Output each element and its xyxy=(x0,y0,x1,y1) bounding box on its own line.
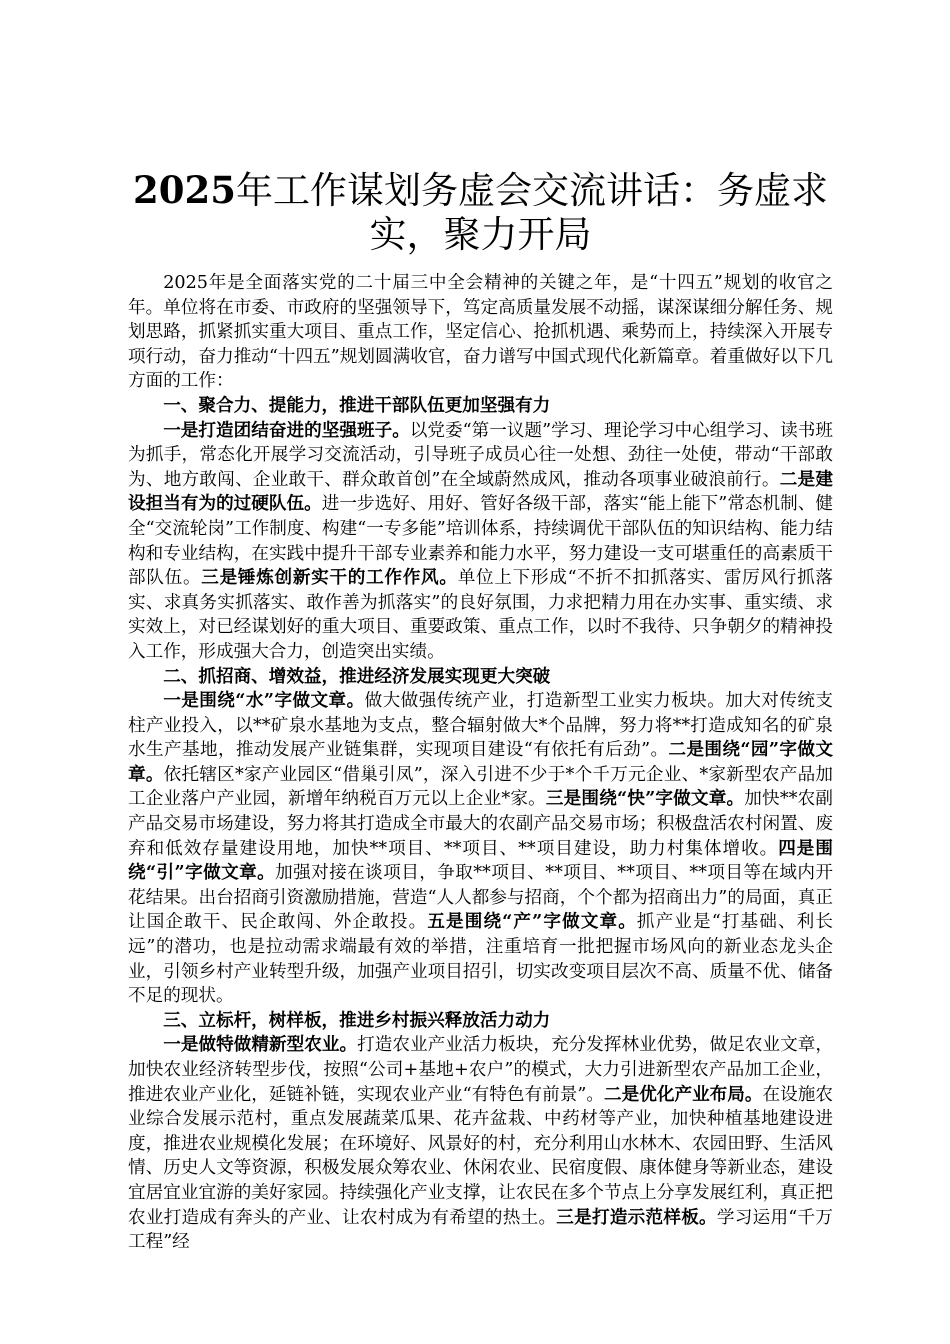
section-2-point-5-title: 五是围绕“产”字做文章。 xyxy=(427,911,637,933)
section-3-point-3-text: 学习运用“千万工程”经 xyxy=(128,1207,833,1253)
section-1-heading: 一、聚合力、提能力，推进干部队伍更加坚强有力 xyxy=(163,394,551,416)
section-3-heading: 三、立标杆，树样板，推进乡村振兴释放活力动力 xyxy=(163,1009,551,1031)
intro-paragraph: 2025年是全面落实党的二十届三中全会精神的关键之年，是“十四五”规划的收官之年。单位将在市委、市政府的坚强领导下，笃定高质量发展不动摇，谋深谋细分解任务、规划思路，抓紧抓实重大项目、重点工作，坚定信心、抢抓机遇、乘势而上，持续深入开展专项行动，奋力推动“十四五”规划圆满收官，奋力谱写中国式现代化新篇章。着重做好以下几方面的工作： xyxy=(128,273,833,392)
section-3-point-2-text: 在设施农业综合发展示范村，重点发展蔬菜瓜果、花卉盆栽、中药材等产业，加快种植基地建设进度，推进农业规模化发展；在环境好、风景好的村，充分利用山水林木、农园田野、生活风情、历史人文等资源，积极发展众筹农业、休闲农业、民宿度假、康体健身等新业态，建设宜居宜业宜游的美好家园。持续强化产业支撑，让农民在多个节点上分享发展红利，真正把农业打造成有奔头的产业、让农村成为有希望的热土。 xyxy=(128,1084,833,1228)
document-title xyxy=(128,168,833,257)
section-2-paragraph xyxy=(128,689,833,1009)
section-1-point-3-title: 三是锤炼创新实干的工作作风。 xyxy=(201,567,458,589)
section-2-heading: 二、抓招商、增效益，推进经济发展实现更大突破 xyxy=(163,665,551,687)
section-1-paragraph xyxy=(128,419,833,665)
title-year: 2025 xyxy=(133,168,236,212)
section-2-point-1-title: 一是围绕“水”字做文章。 xyxy=(163,690,365,712)
section-3-paragraph xyxy=(128,1033,833,1254)
section-2-point-2-title: 二是围绕“园”字做文章。 xyxy=(128,739,833,785)
section-2-point-4-text: 加强对接在谈项目，争取**项目、**项目、**项目、**项目等在域内开花结果。出台招商引资激励措施，营造“人人都参与招商，个个都为招商出力”的局面，真正让国企敢干、民企敢闯、外企敢投。 xyxy=(128,863,833,933)
section-1-point-2-title: 二是建设担当有为的过硬队伍。 xyxy=(128,468,833,515)
document-page xyxy=(128,168,833,1255)
section-2-point-3-text: 加快**农副产品交易市场建设，努力将其打造成全市最大的农副产品交易市场；积极盘活农村闲置、废弃和低效存量建设用地，加快**项目、**项目、**项目建设，助力村集体增收。 xyxy=(128,789,833,859)
section-1-point-1-title: 一是打造团结奋进的坚强班子。 xyxy=(163,419,410,441)
section-2-point-5-text: 抓产业是“打基础、利长远”的潜功，也是拉动需求端最有效的举措，注重培育一批把握市场风向的新业态龙头企业，引领乡村产业转型升级，加强产业项目招引，切实改变项目层次不高、质量不优、储备不足的现状。 xyxy=(128,912,833,1007)
section-3-point-3-title: 三是打造示范样板。 xyxy=(556,1206,717,1228)
section-3-point-1-title: 一是做特做精新型农业。 xyxy=(163,1034,358,1056)
title-line1: 年工作谋划务虚会交流讲话：务虚求 xyxy=(235,169,828,212)
document-body xyxy=(128,271,833,1255)
section-1-point-2-text: 进一步选好、用好、管好各级干部，落实“能上能下”常态机制、健全“交流轮岗”工作制度、构建“一专多能”培训体系，持续调优干部队伍的知识结构、能力结构和专业结构，在实践中提升干部专业素养和能力水平，努力建设一支可堪重任的高素质干部队伍。 xyxy=(128,494,833,589)
section-2-point-4-title: 四是围绕“引”字做文章。 xyxy=(128,837,833,884)
title-line2: 实，聚力开局 xyxy=(369,213,592,256)
section-1-point-3-text: 单位上下形成“不折不扣抓落实、雷厉风行抓落实、求真务实抓落实、敢作善为抓落实”的良好氛围，力求把精力用在办实事、重实绩、求实效上，对已经谋划好的重大项目、重要政策、重点工作，以时不我待、只争朝夕的精神投入工作，形成强大合力，创造突出实绩。 xyxy=(128,568,833,662)
section-3-point-1-text: 打造农业产业活力板块，充分发挥林业优势，做足农业文章，加快农业经济转型步伐，按照“公司+基地+农户”的模式，大力引进新型农产品加工企业，推进农业产业化，延链补链，实现农业产业“有特色有前景”。 xyxy=(128,1035,833,1105)
section-2-point-3-title: 三是围绕“快”字做文章。 xyxy=(545,788,745,810)
section-2-point-1-text: 做大做强传统产业，打造新型工业实力板块。加大对传统支柱产业投入，以**矿泉水基地为支点，整合辐射做大*个品牌，努力将**打造成知名的矿泉水生产基地，推动发展产业链集群，实现项目建设“有依托有后劲”。 xyxy=(128,691,833,761)
section-3-point-2-title: 二是优化产业布局。 xyxy=(604,1083,763,1105)
section-1-point-1-text: 以党委“第一议题”学习、理论学习中心组学习、读书班为抓手，常态化开展学习交流活动，引导班子成员心往一处想、劲往一处使，带动“干部敢为、地方敢闯、企业敢干、群众敢首创”在全域蔚然成风，推动各项事业破浪前行。 xyxy=(128,420,833,490)
section-2-point-2-text: 依托辖区*家产业园区“借巢引凤”，深入引进不少于*个千万元企业、*家新型农产品加工企业落户产业园，新增年纳税百万元以上企业*家。 xyxy=(128,764,833,810)
